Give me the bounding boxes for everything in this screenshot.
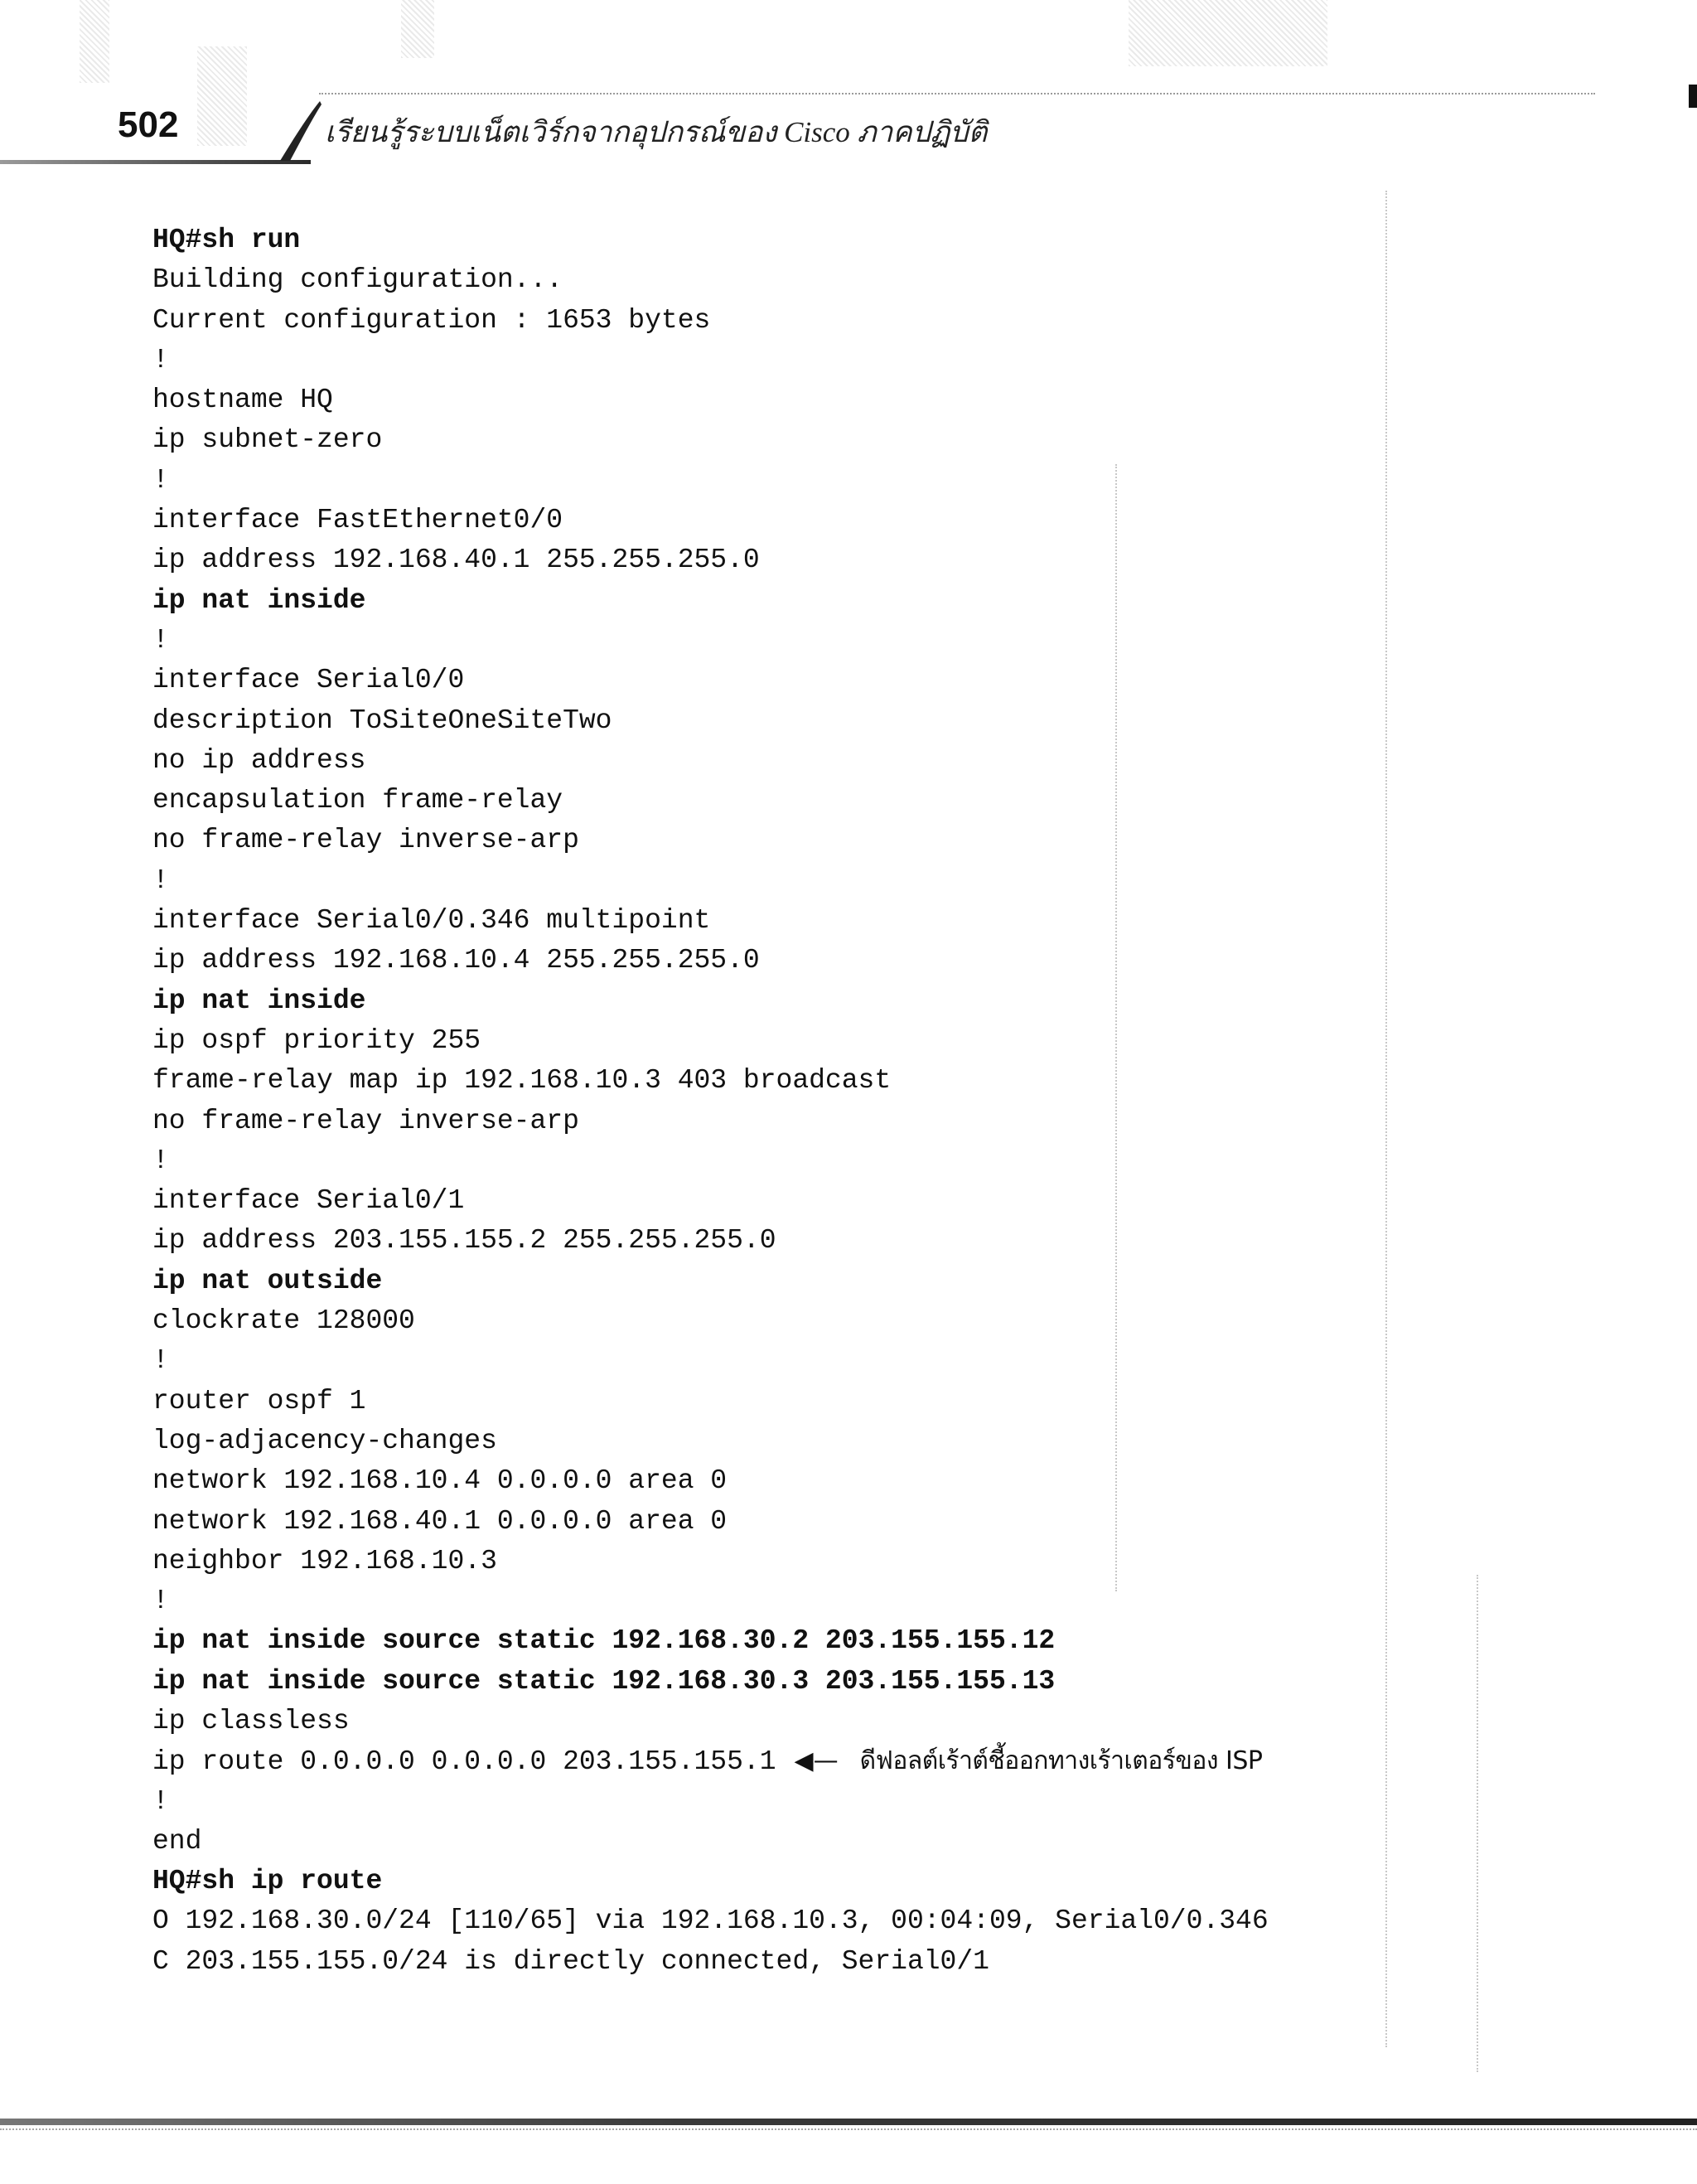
code-text: interface Serial0/1 xyxy=(152,1185,465,1217)
code-line xyxy=(152,1261,1412,1301)
code-text: ip nat inside xyxy=(152,584,366,616)
code-text: network 192.168.40.1 0.0.0.0 area 0 xyxy=(152,1505,728,1537)
code-line xyxy=(152,1822,1412,1862)
code-line xyxy=(152,1421,1412,1461)
code-text: ! xyxy=(152,1345,169,1377)
route-annotation: ดีฟอลต์เร้าต์ชี้ออกทางเร้าเตอร์ของ ISP xyxy=(859,1746,1263,1776)
arrow-left-icon: ◀— xyxy=(794,1746,839,1776)
code-text: ! xyxy=(152,1785,169,1817)
config-listing xyxy=(152,220,1412,1982)
code-line xyxy=(152,1621,1412,1661)
code-text: ! xyxy=(152,624,169,656)
code-line xyxy=(152,501,1412,540)
code-text: ip ospf priority 255 xyxy=(152,1024,481,1056)
code-line xyxy=(152,1102,1412,1141)
code-text: ip route 0.0.0.0 0.0.0.0 203.155.155.1 xyxy=(152,1746,776,1778)
code-text: ip address 192.168.40.1 255.255.255.0 xyxy=(152,545,760,576)
code-text: ip nat inside source static 192.168.30.2 203.155.155.12 xyxy=(152,1625,1056,1657)
code-line xyxy=(152,341,1412,380)
code-text: O 192.168.30.0/24 [110/65] via 192.168.10.3, 00:04:09, Serial0/0.346 xyxy=(152,1906,1269,1937)
code-text: interface Serial0/0 xyxy=(152,665,465,696)
code-text: ip address 192.168.10.4 255.255.255.0 xyxy=(152,945,760,976)
code-line xyxy=(152,741,1412,781)
code-line xyxy=(152,661,1412,700)
code-line xyxy=(152,1461,1412,1501)
code-line xyxy=(152,901,1412,941)
code-text: no frame-relay inverse-arp xyxy=(152,1105,579,1136)
code-line xyxy=(152,1862,1412,1901)
code-line xyxy=(152,621,1412,661)
code-text: ! xyxy=(152,464,169,496)
code-text: ip subnet-zero xyxy=(152,424,383,456)
code-line xyxy=(152,1141,1412,1181)
code-line xyxy=(152,861,1412,901)
code-line xyxy=(152,941,1412,981)
code-line xyxy=(152,1741,1412,1781)
code-line xyxy=(152,1061,1412,1101)
code-line xyxy=(152,1221,1412,1261)
page-edge-mark xyxy=(1689,85,1697,108)
code-line xyxy=(152,821,1412,860)
code-text: frame-relay map ip 192.168.10.3 403 broadcast xyxy=(152,1065,892,1097)
code-text: neighbor 192.168.10.3 xyxy=(152,1545,497,1576)
code-line xyxy=(152,1382,1412,1421)
code-text: C 203.155.155.0/24 is directly connected, Serial0/1 xyxy=(152,1945,989,1977)
code-text: ip nat outside xyxy=(152,1265,383,1296)
code-line xyxy=(152,981,1412,1021)
code-text: no ip address xyxy=(152,744,366,776)
code-line xyxy=(152,1021,1412,1061)
code-line xyxy=(152,420,1412,460)
code-text: Current configuration : 1653 bytes xyxy=(152,304,711,336)
code-line xyxy=(152,781,1412,821)
code-line xyxy=(152,581,1412,621)
code-line xyxy=(152,461,1412,501)
code-text: ip nat inside source static 192.168.30.3 203.155.155.13 xyxy=(152,1665,1056,1697)
code-line xyxy=(152,1782,1412,1822)
code-text: router ospf 1 xyxy=(152,1385,366,1416)
header-rule xyxy=(0,160,311,164)
scan-guide-line xyxy=(1477,1575,1478,2072)
code-line xyxy=(152,1581,1412,1621)
code-line xyxy=(152,1502,1412,1542)
footer-dotted-rule xyxy=(0,2128,1697,2130)
code-text: no frame-relay inverse-arp xyxy=(152,825,579,856)
footer-rule xyxy=(0,2119,1697,2125)
code-text: ! xyxy=(152,344,169,375)
scan-smudge xyxy=(80,0,109,83)
header-swoosh-icon xyxy=(273,98,323,164)
code-text: hostname HQ xyxy=(152,385,333,416)
scan-smudge xyxy=(401,0,434,58)
code-text: ip classless xyxy=(152,1705,350,1736)
code-line xyxy=(152,1942,1412,1982)
code-text: Building configuration... xyxy=(152,264,563,296)
code-line xyxy=(152,220,1412,260)
code-text: interface FastEthernet0/0 xyxy=(152,505,563,536)
code-line xyxy=(152,380,1412,420)
code-text: HQ#sh ip route xyxy=(152,1866,383,1897)
code-text: ! xyxy=(152,1145,169,1176)
scan-smudge xyxy=(197,46,247,146)
code-line xyxy=(152,540,1412,580)
code-text: encapsulation frame-relay xyxy=(152,785,563,816)
book-title: เรียนรู้ระบบเน็ตเวิร์กจากอุปกรณ์ของ Cisco ภาคปฏิบัติ xyxy=(325,116,988,148)
code-text: network 192.168.10.4 0.0.0.0 area 0 xyxy=(152,1465,728,1497)
code-text: interface Serial0/0.346 multipoint xyxy=(152,905,711,937)
code-line xyxy=(152,1542,1412,1581)
code-line xyxy=(152,1181,1412,1221)
code-line xyxy=(152,1662,1412,1702)
code-text: end xyxy=(152,1825,202,1857)
code-text: HQ#sh run xyxy=(152,225,301,255)
header-dotted-rule xyxy=(319,93,1595,94)
code-line xyxy=(152,1901,1412,1941)
page-number: 502 xyxy=(118,104,179,145)
code-line xyxy=(152,1341,1412,1381)
code-text: description ToSiteOneSiteTwo xyxy=(152,705,612,736)
code-line xyxy=(152,301,1412,341)
code-text: ip nat inside xyxy=(152,985,366,1016)
page-header xyxy=(0,0,1697,174)
code-line xyxy=(152,701,1412,741)
code-line xyxy=(152,1301,1412,1341)
code-text: ip address 203.155.155.2 255.255.255.0 xyxy=(152,1225,776,1257)
code-text: ! xyxy=(152,864,169,896)
code-text: log-adjacency-changes xyxy=(152,1425,497,1456)
scan-smudge xyxy=(1129,0,1327,66)
code-line xyxy=(152,1702,1412,1741)
code-line xyxy=(152,260,1412,300)
code-text: ! xyxy=(152,1586,169,1617)
code-text: clockrate 128000 xyxy=(152,1305,415,1337)
